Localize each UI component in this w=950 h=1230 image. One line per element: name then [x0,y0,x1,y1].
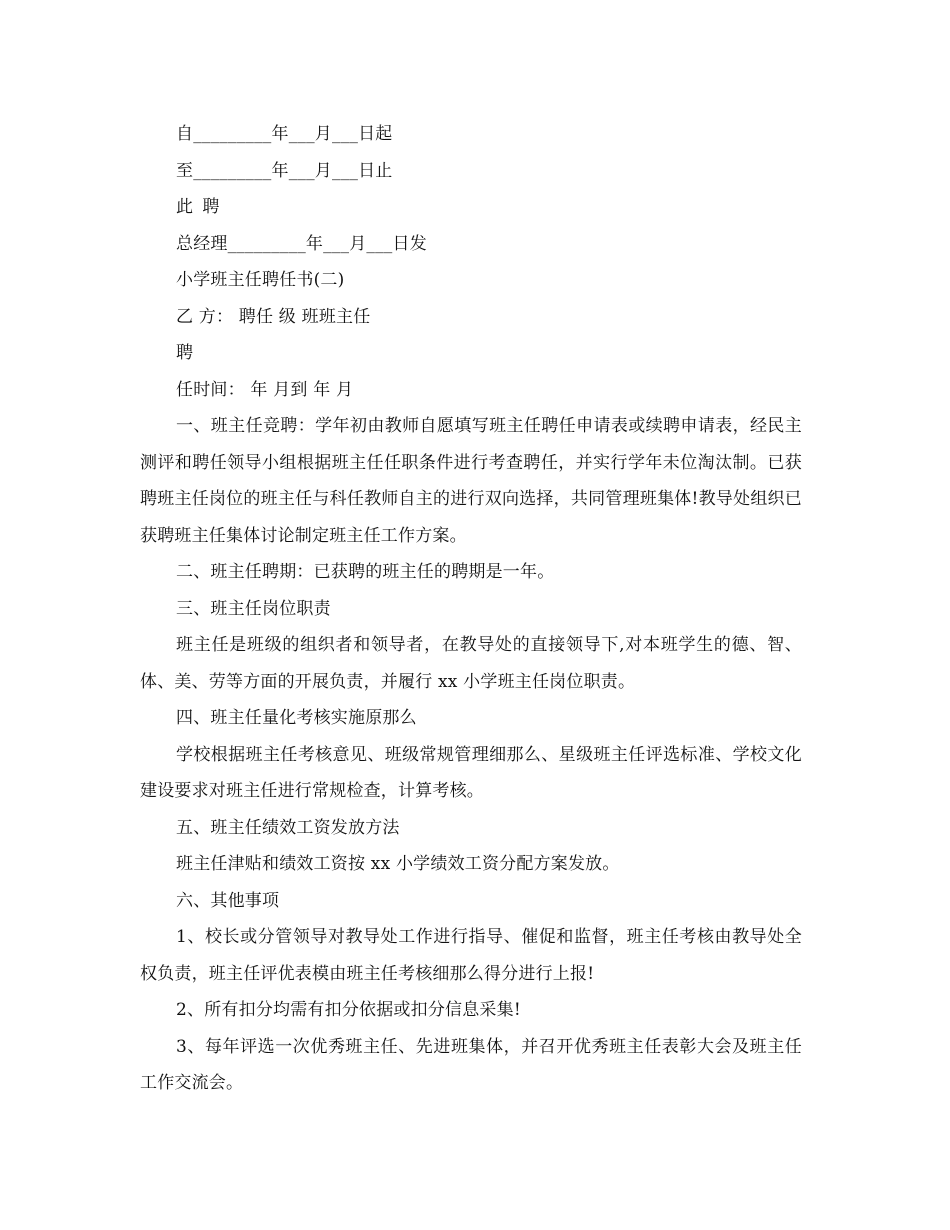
paragraph-competition: 一、班主任竞聘：学年初由教师自愿填写班主任聘任申请表或续聘申请表，经民主测评和聘任领导小组根据班主任任职条件进行考查聘任，并实行学年未位淘汰制。已获聘班主任岗位的班主任与科任教师自主的进行双向选择，共同管理班集体!教导处组织已获聘班主任集体讨论制定班主任工作方案。 [140,416,802,546]
heading-duties: 三、班主任岗位职责 [176,598,331,619]
paragraph-term: 二、班主任聘期：已获聘的班主任的聘期是一年。 [176,562,555,582]
date-to-line: 至_________年___月___日止 [176,160,393,181]
list-item-2: 2、所有扣分均需有扣分依据或扣分信息采集! [176,1000,521,1020]
appoint-line: 聘 [176,343,194,363]
list-item-3: 3、每年评选一次优秀班主任、先进班集体，并召开优秀班主任表彰大会及班主任工作交流会。 [140,1036,802,1093]
heading-payment: 五、班主任绩效工资发放方法 [176,817,400,838]
document-body [140,116,802,1102]
hereby-appoint-line: 此 聘 [176,197,222,217]
paragraph-payment: 班主任津贴和绩效工资按 xx 小学绩效工资分配方案发放。 [176,854,620,874]
heading-other: 六、其他事项 [176,890,280,911]
general-manager-signature-line: 总经理_________年___月___日发 [176,233,427,254]
term-line: 任时间： 年 月到 年 月 [176,379,354,400]
party-b-line: 乙 方： 聘任 级 班班主任 [176,306,371,327]
list-item-1: 1、校长或分管领导对教导处工作进行指导、催促和监督，班主任考核由教导处全权负责，班主任评优表模由班主任考核细那么得分进行上报! [140,927,802,984]
paragraph-duties: 班主任是班级的组织者和领导者，在教导处的直接领导下,对本班学生的德、智、体、美、劳等方面的开展负责，并履行 xx 小学班主任岗位职责。 [140,635,802,692]
section-title: 小学班主任聘任书(二) [176,270,345,290]
paragraph-assessment: 学校根据班主任考核意见、班级常规管理细那么、星级班主任评选标准、学校文化建设要求对班主任进行常规检查，计算考核。 [140,744,802,801]
heading-assessment: 四、班主任量化考核实施原那么 [176,708,417,728]
date-from-line: 自_________年___月___日起 [176,124,393,144]
